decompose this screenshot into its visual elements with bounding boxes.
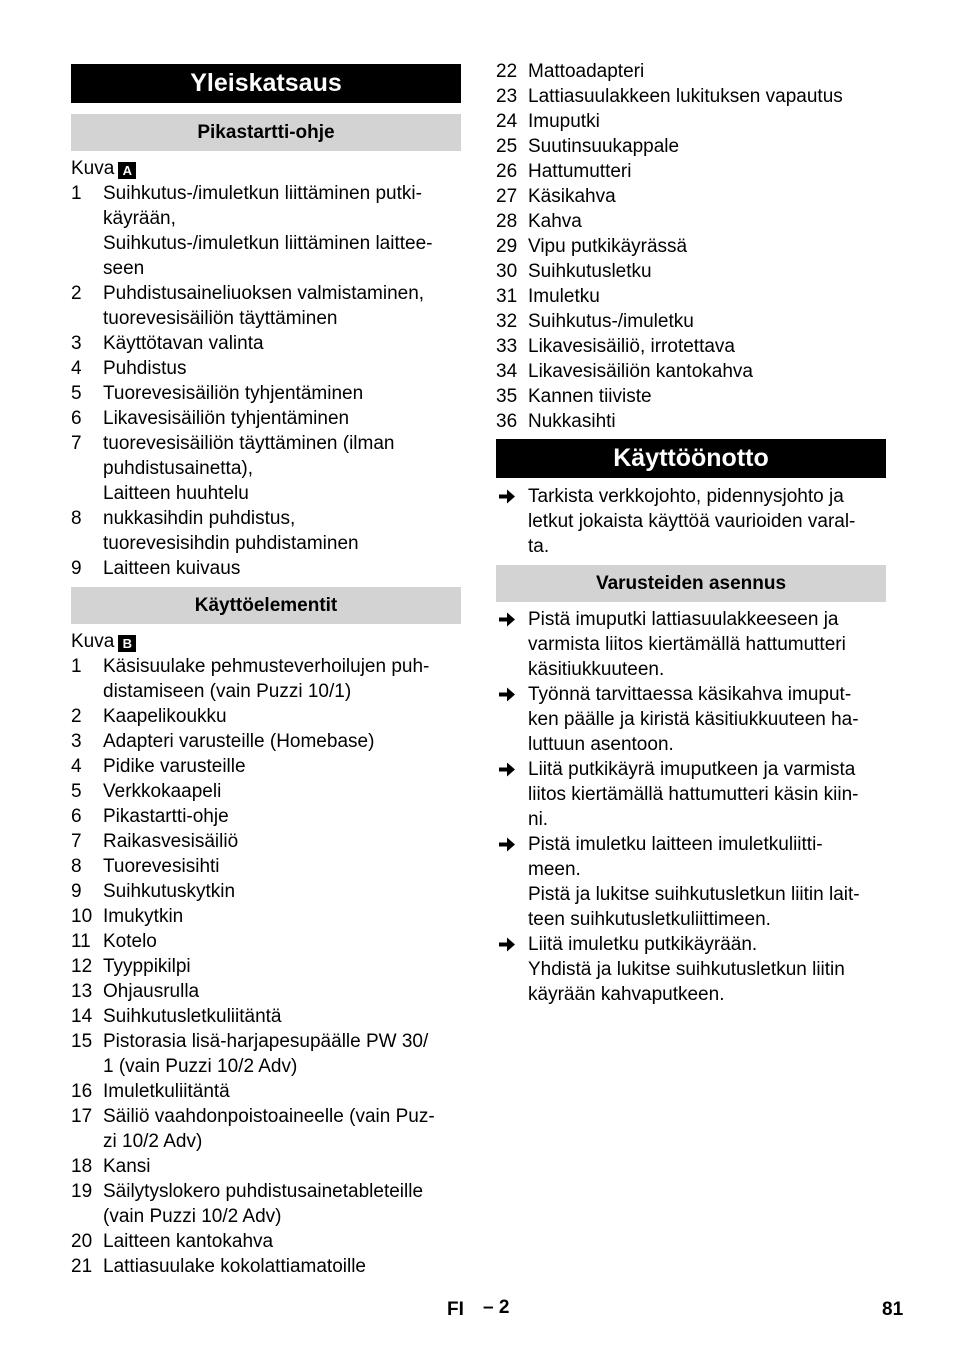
list-item-text: Nukkasihti (528, 411, 616, 432)
figure-b-label (71, 629, 136, 654)
list-item-text: Tuorevesisäiliön tyhjentäminen (103, 383, 364, 404)
list-item-number: 8 (71, 856, 82, 877)
list-item-number: 5 (71, 383, 82, 404)
list-item-text: käyrään, (103, 208, 176, 229)
step-text: letkut jokaista käyttöä vaurioiden varal- (528, 511, 856, 532)
list-item-number: 35 (496, 386, 518, 407)
list-item-text: Suihkutus-/imuletkun liittäminen putki- (103, 183, 422, 204)
list-item-text: Pidike varusteille (103, 756, 246, 777)
list-item-text: Lattiasuulake kokolattiamatoille (103, 1256, 366, 1277)
list-item-text: Kahva (528, 211, 582, 232)
list-item-number: 24 (496, 111, 518, 132)
list-item-number: 7 (71, 433, 82, 454)
list-item-number: 18 (71, 1156, 93, 1177)
list-item-text: Kansi (103, 1156, 151, 1177)
step-text: Pistä ja lukitse suihkutusletkun liitin lait- (528, 884, 860, 905)
step-text: liitos kiertämällä hattumutteri käsin kiin- (528, 784, 859, 805)
list-item-text: Imuletku (528, 286, 600, 307)
list-item-number: 20 (71, 1231, 93, 1252)
list-item-text: tuorevesisäiliön täyttäminen (ilman (103, 433, 395, 454)
list-item-number: 27 (496, 186, 518, 207)
step-text: meen. (528, 859, 581, 880)
list-item-text: Kaapelikoukku (103, 706, 227, 727)
step-text: Liitä imuletku putkikäyrään. (528, 934, 758, 955)
list-item-text: Säilytyslokero puhdistusainetableteille (103, 1181, 424, 1202)
list-item-text: Vipu putkikäyrässä (528, 236, 688, 257)
list-item-number: 22 (496, 61, 518, 82)
step-text: käyrään kahvaputkeen. (528, 984, 725, 1005)
list-item-text: Puhdistus (103, 358, 187, 379)
list-item-number: 36 (496, 411, 518, 432)
list-item-number: 26 (496, 161, 518, 182)
footer-language: FI (447, 1299, 464, 1320)
list-item-text: Imukytkin (103, 906, 184, 927)
list-item-number: 13 (71, 981, 93, 1002)
list-item-number: 28 (496, 211, 518, 232)
list-item-text: Suutinsuukappale (528, 136, 680, 157)
figure-label-text: Kuva (71, 158, 115, 179)
list-item-text: Käsikahva (528, 186, 616, 207)
list-item-number: 31 (496, 286, 518, 307)
list-item-number: 8 (71, 508, 82, 529)
list-item-number: 30 (496, 261, 518, 282)
list-item-text: Käyttötavan valinta (103, 333, 264, 354)
step-text: Pistä imuputki lattiasuulakkeeseen ja (528, 609, 839, 630)
list-item-number: 6 (71, 408, 82, 429)
list-item-text: Laitteen kantokahva (103, 1231, 274, 1252)
list-item-text: Lattiasuulakkeen lukituksen vapautus (528, 86, 843, 107)
list-item-text: Laitteen huuhtelu (103, 483, 249, 504)
figure-a-label (71, 156, 136, 181)
step-text: Yhdistä ja lukitse suihkutusletkun liitin (528, 959, 845, 980)
list-item-text: Adapteri varusteille (Homebase) (103, 731, 375, 752)
step-text: Työnnä tarvittaessa käsikahva imuput- (528, 684, 852, 705)
list-item-number: 3 (71, 333, 82, 354)
list-item-text: seen (103, 258, 145, 279)
figure-letter-box: B (118, 635, 136, 652)
footer-section-page: – 2 (483, 1297, 510, 1318)
list-item-number: 2 (71, 706, 82, 727)
list-item-text: Verkkokaapeli (103, 781, 222, 802)
list-item-number: 1 (71, 183, 82, 204)
section-title-overview: Yleiskatsaus (71, 64, 461, 103)
list-item-number: 12 (71, 956, 93, 977)
step-text: käsitiukkuuteen. (528, 659, 665, 680)
figure-letter-box: A (118, 162, 136, 179)
list-item-text: Imuputki (528, 111, 600, 132)
list-item-number: 15 (71, 1031, 93, 1052)
list-item-text: Tuorevesisihti (103, 856, 220, 877)
list-item-text: distamiseen (vain Puzzi 10/1) (103, 681, 352, 702)
list-item-number: 25 (496, 136, 518, 157)
subsection-title-controls: Käyttöelementit (71, 587, 461, 624)
list-item-number: 14 (71, 1006, 93, 1027)
list-item-text: Suihkutus-/imuletku (528, 311, 694, 332)
list-item-number: 11 (71, 931, 91, 952)
list-item-text: Kotelo (103, 931, 157, 952)
step-text: Tarkista verkkojohto, pidennysjohto ja (528, 486, 844, 507)
list-item-text: Likavesisäiliö, irrotettava (528, 336, 735, 357)
list-item-number: 1 (71, 656, 82, 677)
list-item-number: 9 (71, 558, 82, 579)
list-item-text: Käsisuulake pehmusteverhoilujen puh- (103, 656, 430, 677)
list-item-number: 2 (71, 283, 82, 304)
list-item-text: (vain Puzzi 10/2 Adv) (103, 1206, 282, 1227)
list-item-number: 34 (496, 361, 518, 382)
list-item-number: 33 (496, 336, 518, 357)
list-item-text: tuorevesisäiliön täyttäminen (103, 308, 338, 329)
arrow-right-icon (498, 607, 516, 632)
list-item-number: 32 (496, 311, 518, 332)
list-item-number: 21 (71, 1256, 93, 1277)
list-item-text: Likavesisäiliön kantokahva (528, 361, 753, 382)
subsection-title-accessories: Varusteiden asennus (496, 565, 886, 602)
list-item-number: 4 (71, 756, 82, 777)
list-item-text: Laitteen kuivaus (103, 558, 241, 579)
list-item-number: 3 (71, 731, 82, 752)
list-item-text: Raikasvesisäiliö (103, 831, 239, 852)
list-item-number: 6 (71, 806, 82, 827)
list-item-text: zi 10/2 Adv) (103, 1131, 203, 1152)
list-item-text: nukkasihdin puhdistus, (103, 508, 296, 529)
list-item-number: 9 (71, 881, 82, 902)
list-item-number: 10 (71, 906, 93, 927)
arrow-right-icon (498, 484, 516, 509)
list-item-text: Kannen tiiviste (528, 386, 652, 407)
step-text: ni. (528, 809, 549, 830)
list-item-text: Hattumutteri (528, 161, 632, 182)
list-item-text: Säiliö vaahdonpoistoaineelle (vain Puz- (103, 1106, 435, 1127)
list-item-text: Tyyppikilpi (103, 956, 191, 977)
list-item-number: 29 (496, 236, 518, 257)
step-text: Pistä imuletku laitteen imuletkuliitti- (528, 834, 823, 855)
list-item-text: 1 (vain Puzzi 10/2 Adv) (103, 1056, 298, 1077)
list-item-number: 16 (71, 1081, 93, 1102)
subsection-title-quickstart: Pikastartti-ohje (71, 114, 461, 151)
arrow-right-icon (498, 932, 516, 957)
step-text: ta. (528, 536, 550, 557)
arrow-right-icon (498, 832, 516, 857)
step-text: varmista liitos kiertämällä hattumutteri (528, 634, 846, 655)
section-title-startup: Käyttöönotto (496, 439, 886, 478)
list-item-text: Likavesisäiliön tyhjentäminen (103, 408, 350, 429)
list-item-text: Mattoadapteri (528, 61, 645, 82)
arrow-right-icon (498, 682, 516, 707)
list-item-number: 7 (71, 831, 82, 852)
list-item-number: 19 (71, 1181, 93, 1202)
footer-page-number: 81 (882, 1299, 904, 1320)
list-item-text: Suihkutusletku (528, 261, 652, 282)
list-item-text: puhdistusainetta), (103, 458, 253, 479)
list-item-number: 23 (496, 86, 518, 107)
list-item-text: Puhdistusaineliuoksen valmistaminen, (103, 283, 425, 304)
step-text: luttuun asentoon. (528, 734, 674, 755)
list-item-number: 5 (71, 781, 82, 802)
list-item-number: 17 (71, 1106, 93, 1127)
list-item-text: Pikastartti-ohje (103, 806, 229, 827)
list-item-text: Ohjausrulla (103, 981, 200, 1002)
figure-label-text: Kuva (71, 631, 115, 652)
list-item-text: Pistorasia lisä-harjapesupäälle PW 30/ (103, 1031, 429, 1052)
list-item-text: Suihkutuskytkin (103, 881, 236, 902)
step-text: teen suihkutusletkuliittimeen. (528, 909, 771, 930)
list-item-text: Suihkutus-/imuletkun liittäminen laittee- (103, 233, 433, 254)
arrow-right-icon (498, 757, 516, 782)
list-item-text: Suihkutusletkuliitäntä (103, 1006, 282, 1027)
list-item-number: 4 (71, 358, 82, 379)
step-text: Liitä putkikäyrä imuputkeen ja varmista (528, 759, 856, 780)
list-item-text: Imuletkuliitäntä (103, 1081, 230, 1102)
step-text: ken päälle ja kiristä käsitiukkuuteen ha- (528, 709, 859, 730)
list-item-text: tuorevesisihdin puhdistaminen (103, 533, 359, 554)
